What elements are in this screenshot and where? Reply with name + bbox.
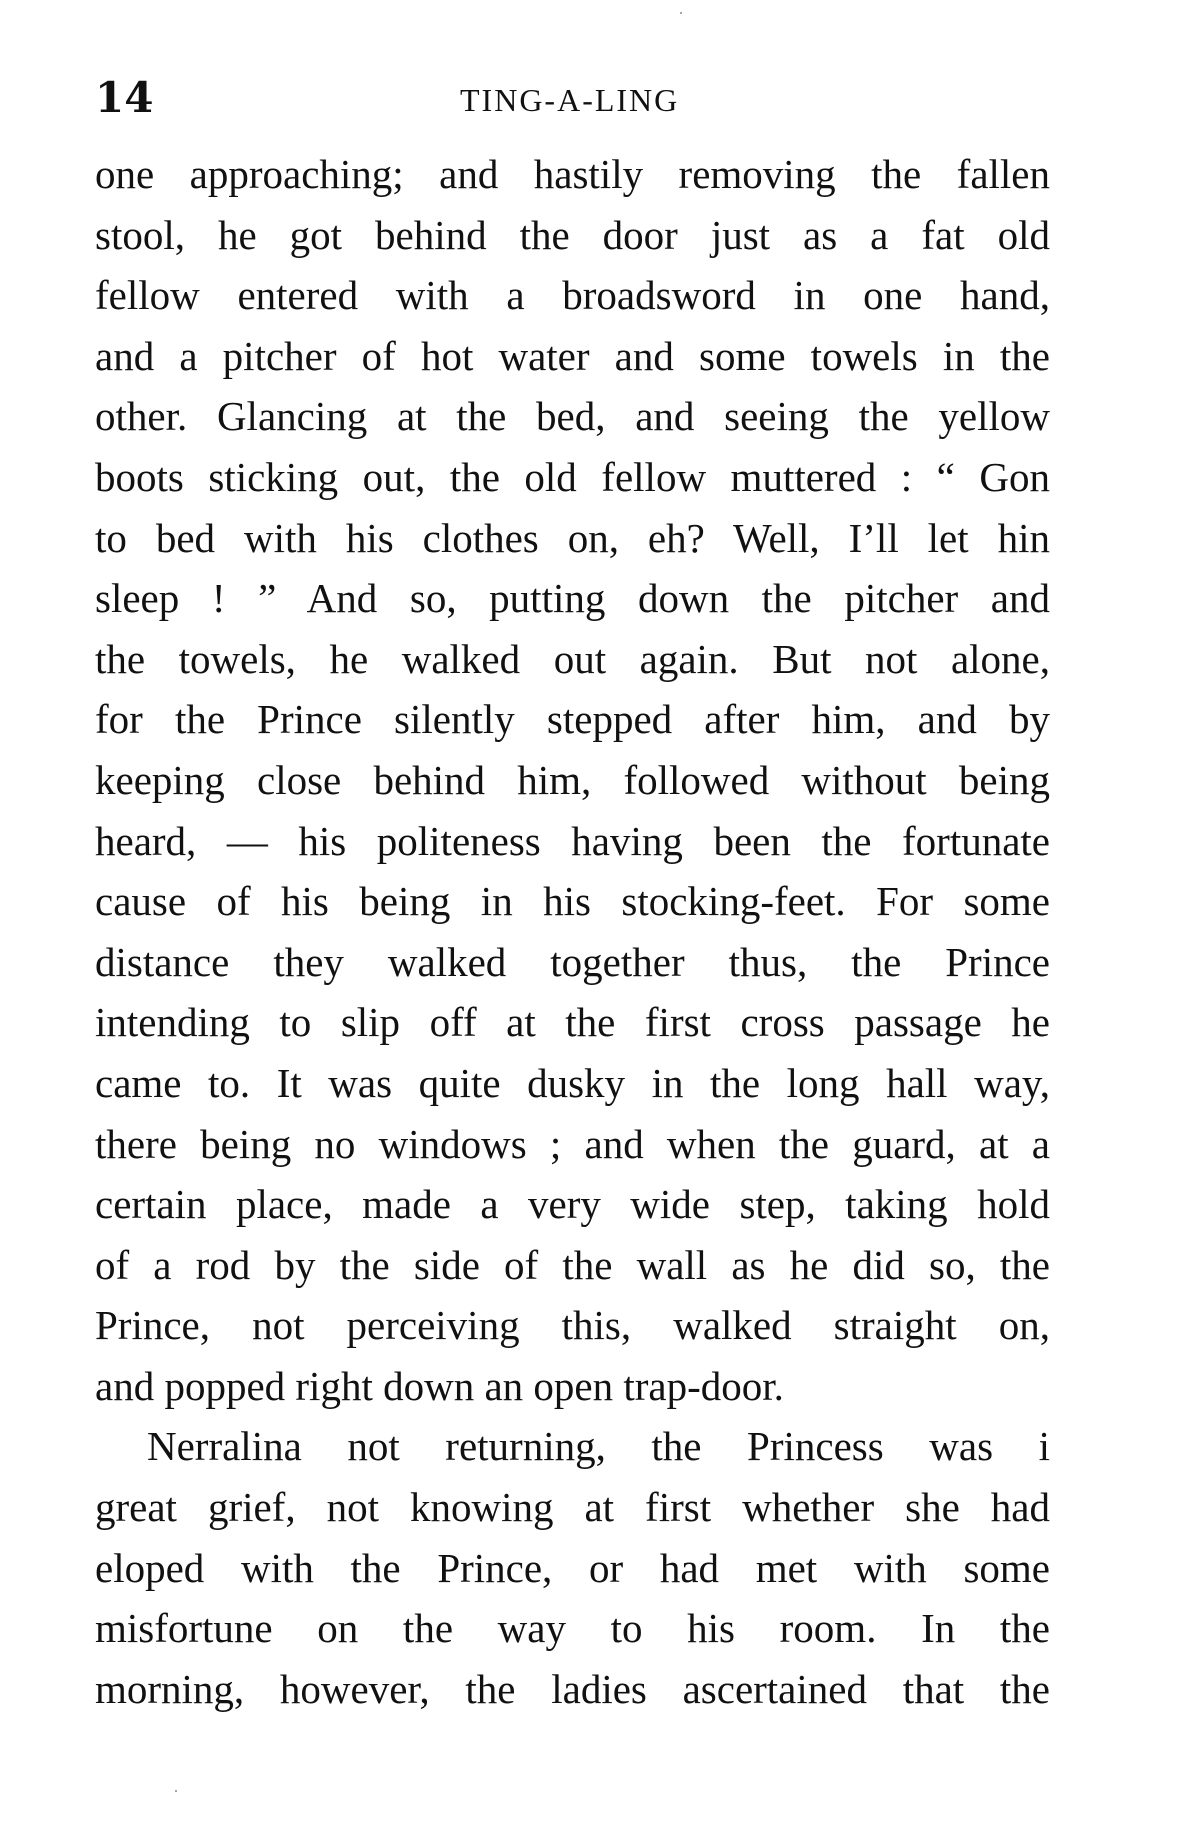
text-line: there being no windows ; and when the guard, at a [95, 1120, 1050, 1167]
text-line: and popped right down an open trap-door. [95, 1362, 784, 1409]
text-line: for the Prince silently stepped after him, and by [95, 696, 1050, 743]
text-line: stool, he got behind the door just as a fat old [95, 211, 1050, 258]
text-line: cause of his being in his stocking-feet. For some [95, 878, 1050, 925]
text-line: eloped with the Prince, or had met with some [95, 1544, 1050, 1591]
text-line: came to. It was quite dusky in the long hall way, [95, 1059, 1050, 1106]
text-line: fellow entered with a broadsword in one hand, [95, 272, 1050, 319]
print-speck [680, 12, 682, 14]
text-line: certain place, made a very wide step, taking hold [95, 1181, 1050, 1228]
text-line: Prince, not perceiving this, walked straight on, [95, 1302, 1050, 1349]
page-number: 14 [95, 73, 154, 122]
text-line: sleep ! ” And so, putting down the pitcher and [95, 575, 1050, 622]
text-line: other. Glancing at the bed, and seeing the yellow [95, 393, 1050, 440]
body-text [95, 144, 1050, 1719]
text-line: to bed with his clothes on, eh? Well, I’ll let hin [95, 514, 1050, 561]
text-line: one approaching; and hastily removing the fallen [95, 151, 1050, 197]
text-line: distance they walked together thus, the Prince [95, 938, 1050, 985]
page-header [95, 60, 1095, 120]
text-line: great grief, not knowing at first whether she had [95, 1484, 1050, 1531]
text-line: morning, however, the ladies ascertained that the [95, 1665, 1050, 1712]
running-head: TING-A-LING [460, 82, 680, 118]
text-line: intending to slip off at the first cross passage he [95, 999, 1050, 1046]
text-line: misfortune on the way to his room. In the [95, 1605, 1050, 1652]
print-speck [175, 1790, 177, 1792]
text-line: Nerralina not returning, the Princess was i [147, 1423, 1050, 1470]
text-line: keeping close behind him, followed without being [95, 756, 1050, 803]
text-line: heard, — his politeness having been the fortunate [95, 817, 1050, 864]
text-line: and a pitcher of hot water and some towels in the [95, 332, 1050, 379]
text-line: the towels, he walked out again. But not alone, [95, 635, 1050, 682]
text-line: of a rod by the side of the wall as he did so, the [95, 1241, 1050, 1288]
text-line: boots sticking out, the old fellow muttered : “ Gon [95, 453, 1050, 500]
